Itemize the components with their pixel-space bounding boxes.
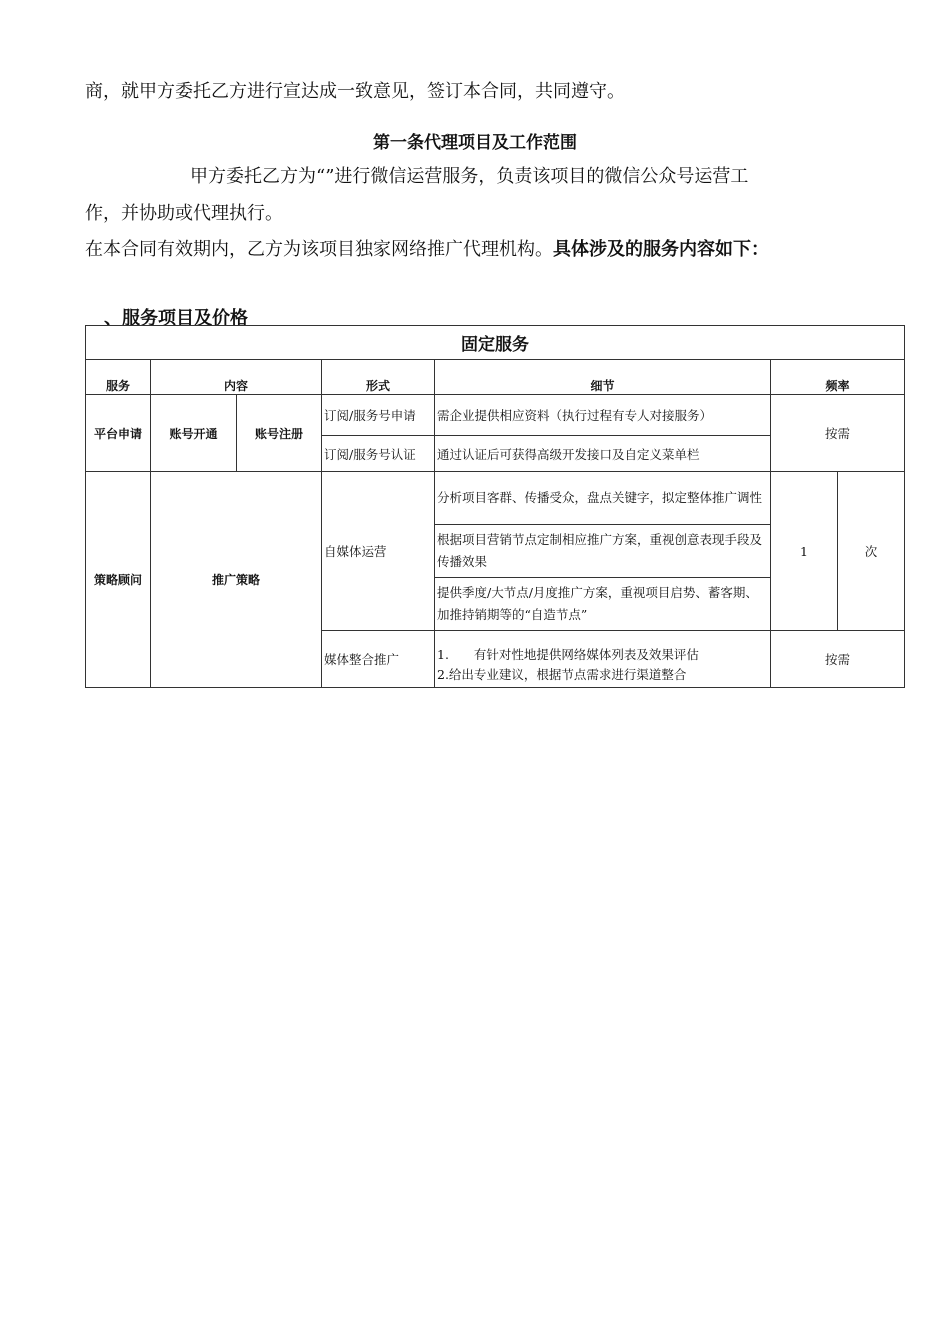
paragraph-2-bold: 具体涉及的服务内容如下： xyxy=(553,239,769,260)
platform-content-a: 账号开通 xyxy=(151,395,237,472)
strategy-detail-3: 提供季度/大节点/月度推广方案，重视项目启势、蓄客期、加推持销期等的“自造节点” xyxy=(435,578,771,631)
platform-form-1: 订阅/服务号申请 xyxy=(322,395,435,436)
strategy-detail-4 xyxy=(435,631,771,688)
strategy-form-1: 自媒体运营 xyxy=(322,472,435,631)
header-frequency: 频率 xyxy=(771,360,905,395)
strategy-detail-1: 分析项目客群、传播受众，盘点关键字，拟定整体推广调性 xyxy=(435,472,771,525)
header-form: 形式 xyxy=(322,360,435,395)
platform-frequency: 按需 xyxy=(771,395,905,472)
platform-detail-1: 需企业提供相应资料（执行过程有专人对接服务） xyxy=(435,395,771,436)
strategy-detail-4-line-2: 2.给出专业建议，根据节点需求进行渠道整合 xyxy=(437,667,687,682)
paragraph-1-line-1: 甲方委托乙方为“”进行微信运营服务，负责该项目的微信公众号运营工 xyxy=(190,166,749,187)
strategy-freq-num: 1 xyxy=(771,472,838,631)
service-table xyxy=(85,325,905,688)
platform-form-2: 订阅/服务号认证 xyxy=(322,436,435,472)
platform-service: 平台申请 xyxy=(86,395,151,472)
contract-line-1: 商，就甲方委托乙方进行宣达成一致意见，签订本合同，共同遵守。 xyxy=(85,81,625,102)
header-detail: 细节 xyxy=(435,360,771,395)
strategy-freq-unit: 次 xyxy=(838,472,905,631)
header-service: 服务 xyxy=(86,360,151,395)
paragraph-2-text: 在本合同有效期内，乙方为该项目独家网络推广代理机构。 xyxy=(85,239,553,260)
paragraph-2 xyxy=(85,238,769,262)
strategy-frequency-2: 按需 xyxy=(771,631,905,688)
strategy-service: 策略顾问 xyxy=(86,472,151,688)
table-caption: 固定服务 xyxy=(86,326,905,360)
strategy-detail-2: 根据项目营销节点定制相应推广方案，重视创意表现手段及传播效果 xyxy=(435,525,771,578)
strategy-content: 推广策略 xyxy=(151,472,322,688)
paragraph-1-line-2: 作，并协助或代理执行。 xyxy=(85,203,283,224)
article-title: 第一条代理项目及工作范围 xyxy=(373,133,577,153)
platform-content-b: 账号注册 xyxy=(237,395,322,472)
header-content: 内容 xyxy=(151,360,322,395)
strategy-form-2: 媒体整合推广 xyxy=(322,631,435,688)
platform-detail-2: 通过认证后可获得高级开发接口及自定义菜单栏 xyxy=(435,436,771,472)
section-title: 、服务项目及价格 xyxy=(104,308,248,329)
strategy-detail-4-line-1: 1. 有针对性地提供网络媒体列表及效果评估 xyxy=(437,647,699,662)
